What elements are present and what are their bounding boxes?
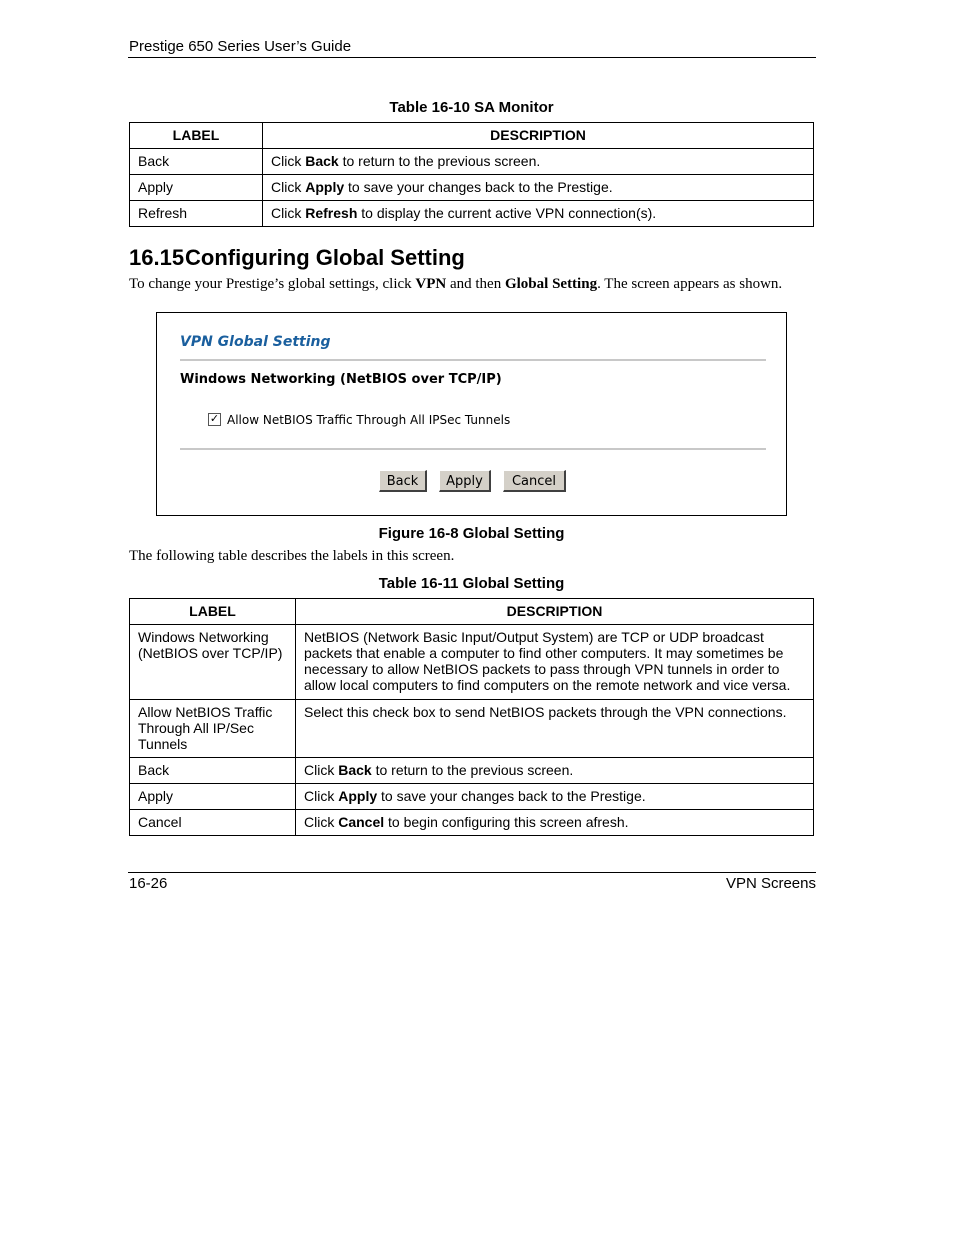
row-description: NetBIOS (Network Basic Input/Output System) are TCP or UDP broadcast packets that enable a computer to find other computers. It may sometimes be necessary to allow NetBIOS packets to pass through VPN tunnels in order to allow local computers to find computers on the remote network and vice versa. xyxy=(296,625,814,700)
table-caption-gs: Table 16-11 Global Setting xyxy=(378,575,565,592)
row-label: Windows Networking (NetBIOS over TCP/IP) xyxy=(130,625,296,700)
table-caption-sa: Table 16-10 SA Monitor xyxy=(389,99,554,116)
row-description: Click Apply to save your changes back to the Prestige. xyxy=(296,784,814,810)
row-label: Apply xyxy=(130,784,296,810)
row-description: Click Refresh to display the current active VPN connection(s). xyxy=(263,201,814,227)
divider xyxy=(180,359,766,361)
row-description: Click Back to return to the previous screen. xyxy=(296,758,814,784)
apply-button[interactable]: Apply xyxy=(439,470,491,492)
row-label: Cancel xyxy=(130,810,296,836)
section-intro: To change your Prestige’s global settings, click VPN and then Global Setting. The screen appears as shown. xyxy=(129,276,783,292)
row-label: Back xyxy=(130,149,263,175)
global-setting-table xyxy=(129,598,814,836)
table-row xyxy=(130,201,814,227)
row-description: Click Back to return to the previous screen. xyxy=(263,149,814,175)
table-row xyxy=(130,149,814,175)
divider xyxy=(180,448,766,450)
allow-netbios-label: Allow NetBIOS Traffic Through All IPSec Tunnels xyxy=(227,413,511,427)
table-row xyxy=(130,175,814,201)
allow-netbios-checkbox[interactable]: ✓ xyxy=(209,413,220,425)
global-setting-screenshot xyxy=(156,312,787,516)
row-description: Select this check box to send NetBIOS packets through the VPN connections. xyxy=(296,700,814,758)
back-button[interactable]: Back xyxy=(379,470,427,492)
netbios-section-title: Windows Networking (NetBIOS over TCP/IP) xyxy=(180,372,502,387)
table-row xyxy=(130,810,814,836)
section-heading xyxy=(129,245,465,271)
column-header-description: DESCRIPTION xyxy=(263,123,814,149)
screen-title: VPN Global Setting xyxy=(180,334,331,350)
running-header: Prestige 650 Series User’s Guide xyxy=(129,38,352,55)
row-description: Click Apply to save your changes back to the Prestige. xyxy=(263,175,814,201)
footer-rule xyxy=(128,872,816,873)
section-number: 16.15 xyxy=(129,245,185,270)
table-row xyxy=(130,700,814,758)
section-title: Configuring Global Setting xyxy=(185,245,465,270)
row-label: Apply xyxy=(130,175,263,201)
row-label: Refresh xyxy=(130,201,263,227)
sa-monitor-table xyxy=(129,122,814,227)
column-header-label: LABEL xyxy=(130,123,263,149)
row-label: Back xyxy=(130,758,296,784)
following-text: The following table describes the labels in this screen. xyxy=(129,548,455,564)
footer-section: VPN Screens xyxy=(725,875,816,892)
row-label: Allow NetBIOS Traffic Through All IP/Sec Tunnels xyxy=(130,700,296,758)
column-header-label: LABEL xyxy=(130,599,296,625)
table-row xyxy=(130,625,814,700)
row-description: Click Cancel to begin configuring this screen afresh. xyxy=(296,810,814,836)
header-rule xyxy=(128,57,816,58)
cancel-button[interactable]: Cancel xyxy=(503,470,566,492)
column-header-description: DESCRIPTION xyxy=(296,599,814,625)
page-number: 16-26 xyxy=(129,875,168,892)
figure-caption: Figure 16-8 Global Setting xyxy=(378,525,565,542)
table-row xyxy=(130,784,814,810)
table-row xyxy=(130,758,814,784)
